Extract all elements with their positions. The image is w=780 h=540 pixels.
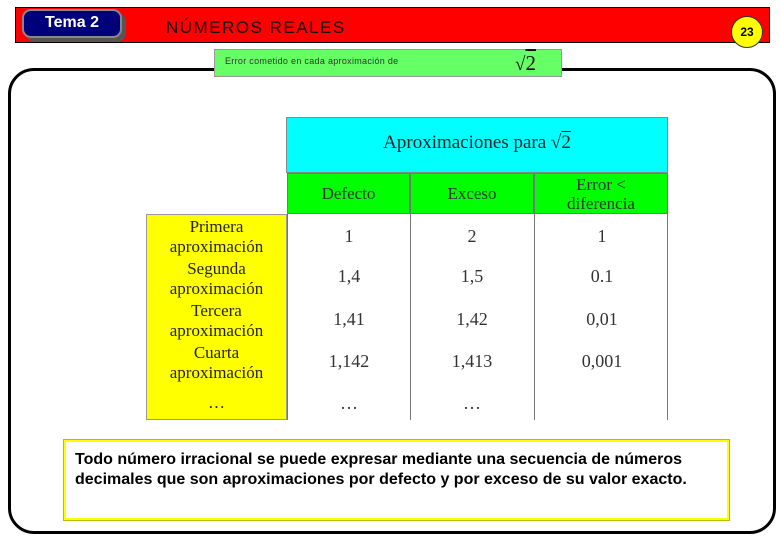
sqrt-two-symbol xyxy=(515,51,536,76)
row-label-line: Tercera xyxy=(191,301,242,320)
row-label-line: aproximación xyxy=(169,321,264,340)
page-title: NÚMEROS REALES xyxy=(166,18,346,37)
row-label-1 xyxy=(147,217,286,257)
column-header-label: Defecto xyxy=(321,184,376,203)
column-header-label: Exceso xyxy=(447,184,497,203)
table-title-value: 2 xyxy=(561,132,571,153)
cell-error-4: 0,001 xyxy=(581,351,623,371)
row-labels-column xyxy=(146,214,287,420)
table-title xyxy=(287,132,667,154)
row-label-line: Primera xyxy=(189,217,244,236)
page-number-badge: 23 xyxy=(731,16,763,48)
row-label-4 xyxy=(147,343,286,383)
column-header-error xyxy=(534,173,668,214)
info-box xyxy=(64,440,729,520)
tema-button[interactable]: Tema 2 xyxy=(22,9,122,38)
column-header-label-2: diferencia xyxy=(567,194,635,213)
subtitle-text: Error cometido en cada aproximación de xyxy=(225,56,399,66)
cell-defecto-4: 1,142 xyxy=(328,351,370,371)
cell-error-3: 0,01 xyxy=(586,309,618,329)
cell-error-1: 1 xyxy=(597,226,607,246)
table-title-cell xyxy=(286,117,668,173)
table-title-sqrt-icon: √ xyxy=(550,132,562,153)
column-divider xyxy=(410,173,411,420)
cell-error-2: 0.1 xyxy=(590,266,614,286)
cell-defecto-3: 1,41 xyxy=(333,309,365,329)
row-label-line: aproximación xyxy=(169,363,264,382)
header-bar xyxy=(15,7,770,43)
subtitle-box xyxy=(214,49,562,77)
cell-exceso-3: 1,42 xyxy=(456,309,488,329)
cell-defecto-ellipsis: … xyxy=(340,393,358,413)
cell-exceso-ellipsis: … xyxy=(463,393,481,413)
column-divider xyxy=(534,173,535,420)
row-label-ellipsis: … xyxy=(208,393,225,412)
cell-exceso-1: 2 xyxy=(467,226,477,246)
info-text: Todo número irracional se puede expresar mediante una secuencia de números decimales que son aproximaciones por defecto y por exceso de su valor exacto. xyxy=(75,451,687,488)
row-label-line: Cuarta xyxy=(193,343,240,362)
column-header-defecto xyxy=(287,173,410,214)
cell-defecto-2: 1,4 xyxy=(337,266,361,286)
row-label-line: aproximación xyxy=(169,279,264,298)
row-label-line: Segunda xyxy=(187,259,246,278)
cell-exceso-2: 1,5 xyxy=(460,266,484,286)
column-header-exceso xyxy=(410,173,534,214)
cell-exceso-4: 1,413 xyxy=(451,351,493,371)
sqrt-value: 2 xyxy=(525,51,536,75)
cell-defecto-1: 1 xyxy=(344,226,354,246)
sqrt-icon: √ xyxy=(515,54,526,75)
row-label-2 xyxy=(147,259,286,299)
row-label-3 xyxy=(147,301,286,341)
row-label-line: aproximación xyxy=(169,237,264,256)
column-header-label: Error < xyxy=(576,175,626,194)
table-title-prefix: Aproximaciones para xyxy=(383,132,547,153)
